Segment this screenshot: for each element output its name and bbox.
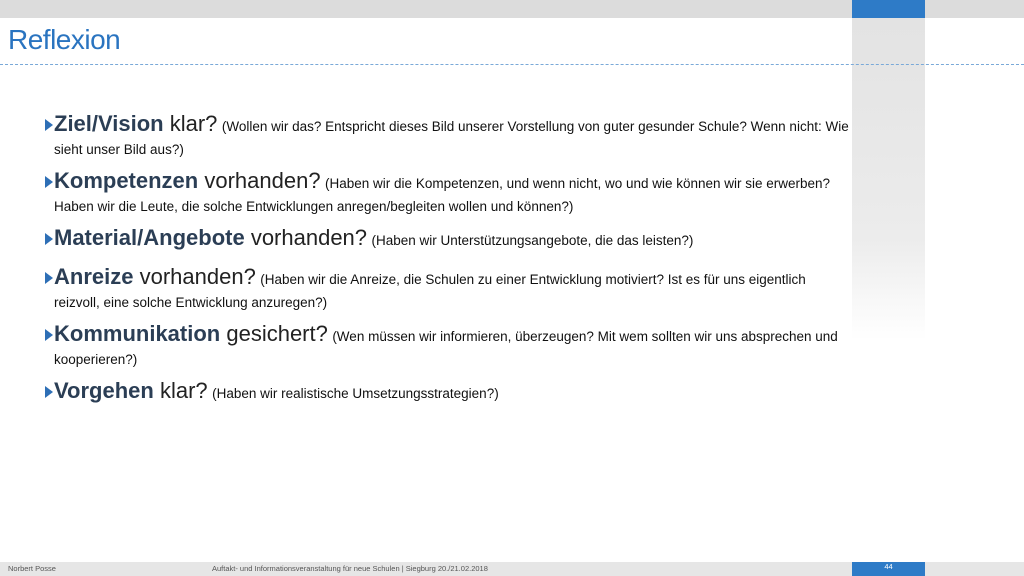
triangle-bullet-icon (45, 119, 53, 131)
item-question: klar? (163, 111, 218, 136)
triangle-bullet-icon (45, 272, 53, 284)
list-item (40, 167, 920, 216)
footer-author: Norbert Posse (8, 564, 56, 573)
item-detail: (Wen müssen wir informieren, überzeugen? Mit wem sollten wir uns absprechen und (332, 329, 838, 344)
item-detail-continued: kooperieren?) (54, 352, 138, 367)
list-item (40, 377, 920, 408)
triangle-bullet-icon (45, 233, 53, 245)
item-question: vorhanden? (198, 168, 321, 193)
item-keyword: Material/Angebote (54, 225, 245, 250)
title-divider (0, 64, 1024, 65)
item-detail-continued: reizvoll, eine solche Entwicklung anzuregen?) (54, 295, 328, 310)
item-question: vorhanden? (244, 225, 368, 250)
item-detail: (Haben wir die Anreize, die Schulen zu einer Entwicklung motiviert? Ist es für uns eigentlich (260, 272, 806, 287)
item-keyword: Kommunikation (54, 321, 221, 346)
list-item (40, 320, 920, 369)
bullet-list (40, 110, 920, 416)
item-keyword: Ziel/Vision (54, 111, 164, 136)
list-item (40, 224, 920, 255)
item-detail-continued: Haben wir die Leute, die solche Entwicklungen anregen/begleiten wollen und können?) (54, 199, 574, 214)
item-detail: (Haben wir die Kompetenzen, und wenn nicht, wo und wie können wir sie erwerben? (325, 176, 831, 191)
accent-tab (852, 0, 925, 18)
footer-event: Auftakt- und Informationsveranstaltung für neue Schulen | Siegburg 20./21.02.2018 (212, 564, 488, 573)
list-item (40, 110, 920, 159)
list-item (40, 263, 920, 312)
triangle-bullet-icon (45, 329, 53, 341)
triangle-bullet-icon (45, 176, 53, 188)
item-keyword: Anreize (54, 264, 134, 289)
page-number: 44 (884, 562, 893, 571)
item-keyword: Kompetenzen (54, 168, 199, 193)
slide-title: Reflexion (8, 24, 121, 55)
item-question: klar? (153, 378, 208, 403)
triangle-bullet-icon (45, 386, 53, 398)
item-keyword: Vorgehen (54, 378, 154, 403)
item-question: gesichert? (220, 321, 328, 346)
item-detail: (Haben wir Unterstützungsangebote, die das leisten?) (371, 233, 694, 248)
item-detail-continued: sieht unser Bild aus?) (54, 142, 184, 157)
item-detail: (Wollen wir das? Entspricht dieses Bild unserer Vorstellung von guter gesunder Schule? Wenn nicht: Wie (221, 119, 849, 134)
item-question: vorhanden? (133, 264, 256, 289)
item-detail: (Haben wir realistische Umsetzungsstrategien?) (212, 386, 499, 401)
